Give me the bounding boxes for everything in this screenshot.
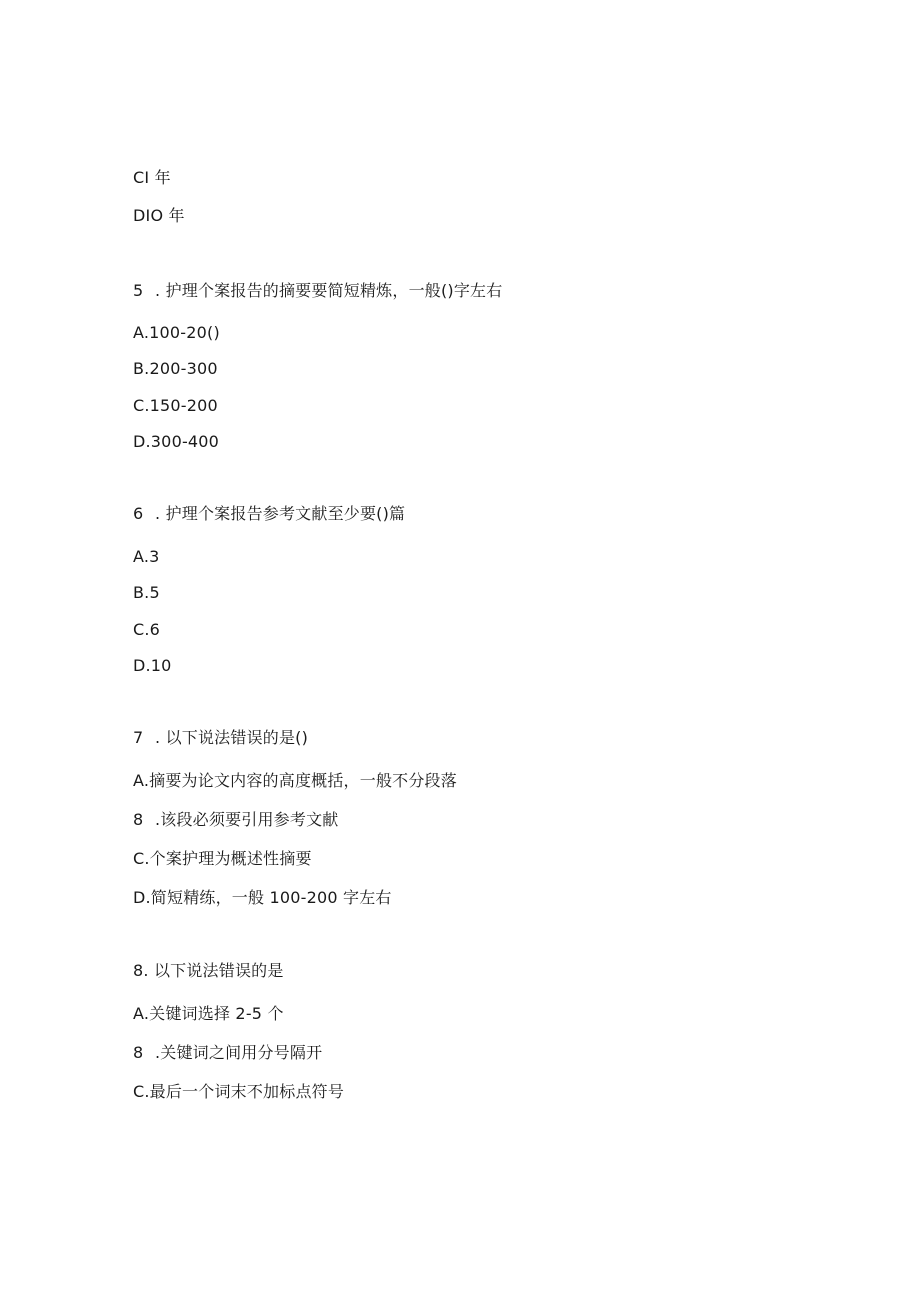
option-c-year: CI 年 [133, 168, 171, 187]
q6-option-a: A.3 [133, 547, 160, 566]
q8-option-c: C.最后一个词末不加标点符号 [133, 1082, 345, 1101]
question-7: 7 . 以下说法错误的是() [133, 728, 309, 747]
q5-option-c: C.150-200 [133, 396, 218, 415]
q5-option-a: A.100-20() [133, 323, 220, 342]
question-6: 6 . 护理个案报告参考文献至少要()篇 [133, 504, 406, 523]
q6-option-d: D.10 [133, 656, 172, 675]
q7-option-c: C.个案护理为概述性摘要 [133, 849, 312, 868]
q5-option-d: D.300-400 [133, 432, 220, 451]
q8-option-a: A.关键词选择 2-5 个 [133, 1004, 284, 1023]
q6-option-c: C.6 [133, 620, 161, 639]
q6-option-b: B.5 [133, 583, 160, 602]
q7-option-b: 8 .该段必须要引用参考文献 [133, 810, 339, 829]
q7-option-a: A.摘要为论文内容的高度概括，一般不分段落 [133, 771, 457, 790]
q5-option-b: B.200-300 [133, 359, 218, 378]
question-8: 8. 以下说法错误的是 [133, 961, 284, 980]
option-d-year: DIO 年 [133, 206, 185, 225]
question-5: 5 . 护理个案报告的摘要要简短精炼，一般()字左右 [133, 281, 503, 300]
q8-option-b: 8 .关键词之间用分号隔开 [133, 1043, 323, 1062]
q7-option-d: D.简短精练，一般 100-200 字左右 [133, 888, 392, 907]
